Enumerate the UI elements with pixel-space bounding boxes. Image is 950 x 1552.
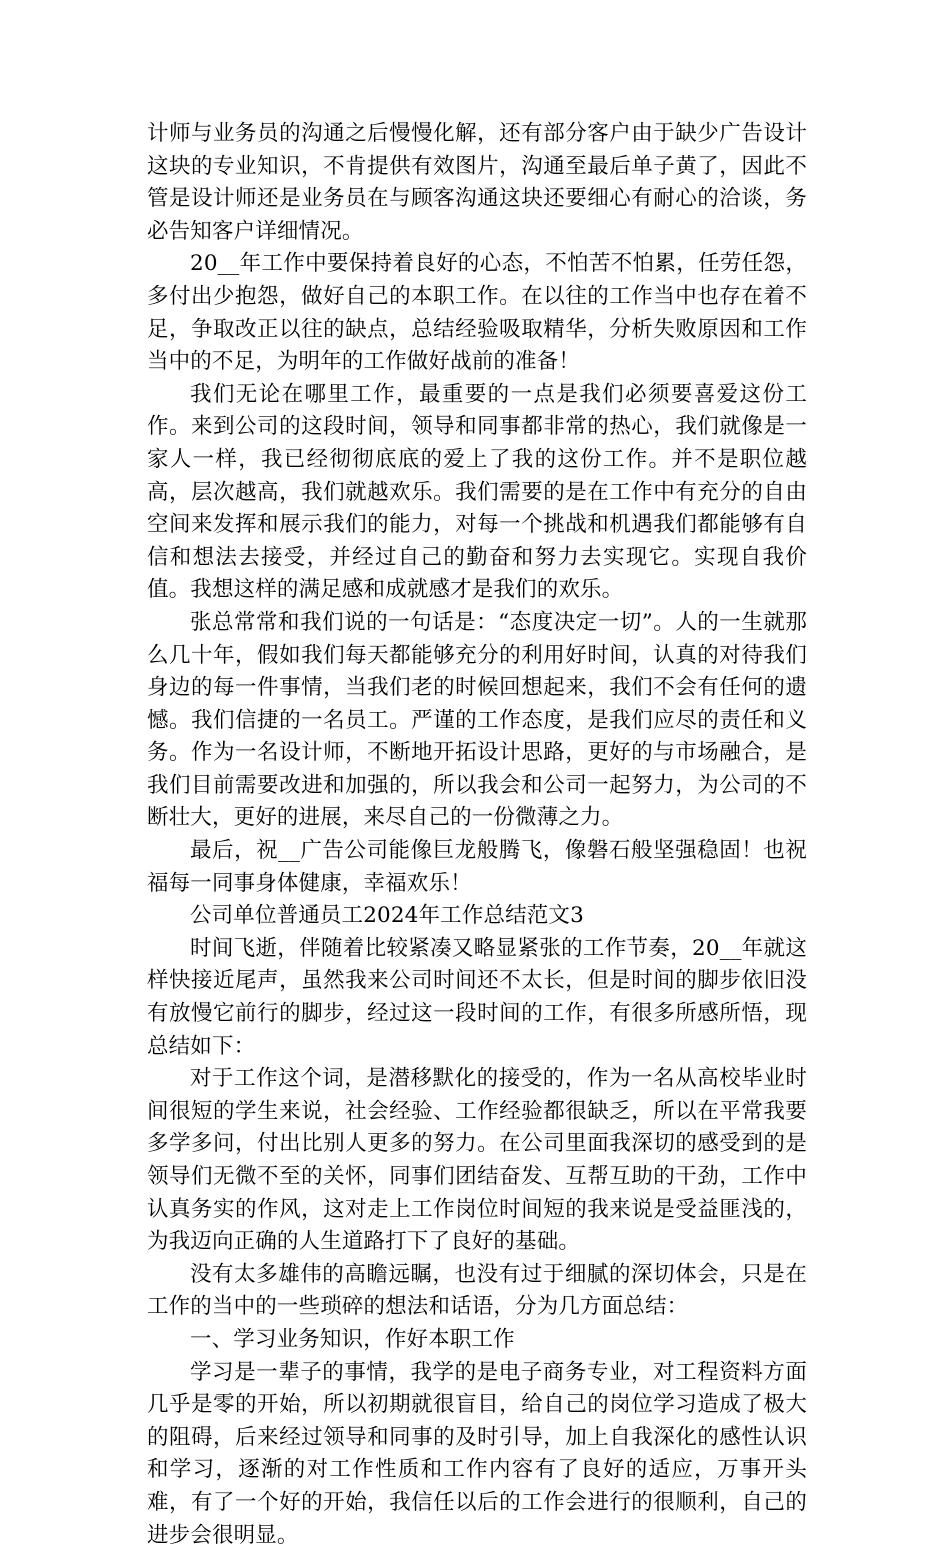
paragraph: 张总常常和我们说的一句话是：“态度决定一切”。人的一生就那么几十年，假如我们每天都能够充分的利用好时间，认真的对待我们身边的每一件事情，当我们老的时候回想起来，我们不会有任何的遗憾。我们信捷的一名员工。严谨的工作态度，是我们应尽的责任和义务。作为一名设计师，不断地开拓设计思路，更好的与市场融合，是我们目前需要改进和加强的，所以我会和公司一起努力，为公司的不断壮大，更好的进展，来尽自己的一份微薄之力。 <box>147 609 807 831</box>
paragraph: 没有太多雄伟的高瞻远瞩，也没有过于细腻的深切体会，只是在工作的当中的一些琐碎的想法和话语，分为几方面总结： <box>147 1261 807 1320</box>
subsection-heading: 一、学习业务知识，作好本职工作 <box>190 1326 515 1352</box>
document-body <box>147 118 807 1552</box>
paragraph: 时间飞逝，伴随着比较紧凑又略显紧张的工作节奏，20__年就这样快接近尾声，虽然我来公司时间还不太长，但是时间的脚步依旧没有放慢它前行的脚步，经过这一段时间的工作，有很多所感所悟，现总结如下： <box>147 935 807 1059</box>
paragraph: 我们无论在哪里工作，最重要的一点是我们必须要喜爱这份工作。来到公司的这段时间，领导和同事都非常的热心，我们就像是一家人一样，我已经彻彻底底的爱上了我的这份工作。并不是职位越高，层次越高，我们就越欢乐。我们需要的是在工作中有充分的自由空间来发挥和展示我们的能力，对每一个挑战和机遇我们都能够有自信和想法去接受，并经过自己的勤奋和努力去实现它。实现自我价值。我想这样的满足感和成就感才是我们的欢乐。 <box>147 381 807 603</box>
paragraph: 最后，祝__广告公司能像巨龙般腾飞，像磐石般坚强稳固！也祝福每一同事身体健康，幸福欢乐！ <box>147 838 807 896</box>
paragraph: 计师与业务员的沟通之后慢慢化解，还有部分客户由于缺少广告设计这块的专业知识，不肯提供有效图片，沟通至最后单子黄了，因此不管是设计师还是业务员在与顾客沟通这块还要细心有耐心的洽谈，务必告知客户详细情况。 <box>147 121 807 244</box>
section-title: 公司单位普通员工2024年工作总结范文3 <box>190 903 584 929</box>
paragraph: 学习是一辈子的事情，我学的是电子商务专业，对工程资料方面几乎是零的开始，所以初期就很盲目，给自己的岗位学习造成了极大的阻碍，后来经过领导和同事的及时引导，加上自我深化的感性认识和学习，逐渐的对工作性质和工作内容有了良好的适应，万事开头难，有了一个好的开始，我信任以后的工作会进行的很顺利，自己的进步会很明显。 <box>147 1359 807 1548</box>
paragraph: 对于工作这个词，是潜移默化的接受的，作为一名从高校毕业时间很短的学生来说，社会经验、工作经验都很缺乏，所以在平常我要多学多问，付出比别人更多的努力。在公司里面我深切的感受到的是领导们无微不至的关怀，同事们团结奋发、互帮互助的干劲，工作中认真务实的作风，这对走上工作岗位时间短的我来说是受益匪浅的，为我迈向正确的人生道路打下了良好的基础。 <box>147 1066 807 1255</box>
paragraph: 20__年工作中要保持着良好的心态，不怕苦不怕累，任劳任怨，多付出少抱怨，做好自己的本职工作。在以往的工作当中也存在着不足，争取改正以往的缺点，总结经验吸取精华，分析失败原因和工作当中的不足，为明年的工作做好战前的准备！ <box>147 251 807 375</box>
